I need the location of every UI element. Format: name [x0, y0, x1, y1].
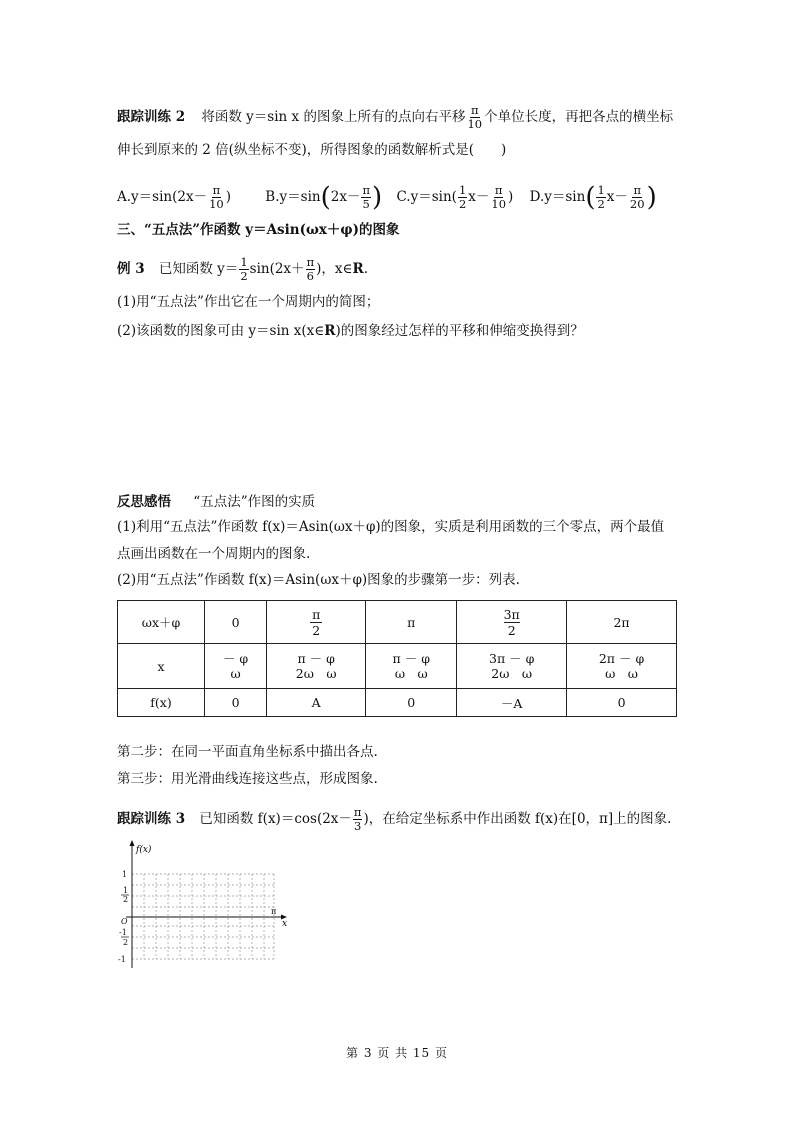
- svg-text:-1: -1: [119, 928, 127, 937]
- practice2-line2-text: 伸长到原来的 2 倍(纵坐标不变)，所得图象的函数解析式是( ): [117, 142, 507, 158]
- table-row: ωx＋φ 0 $\frac{\pi}{2}$ π $\frac{3\pi}{2}$ 2π: [118, 601, 677, 644]
- example3-q1: (1)用“五点法”作出它在一个周期内的简图；: [117, 294, 380, 310]
- reflection-title: “五点法”作图的实质: [193, 494, 316, 510]
- reflection-p1b: 点画出函数在一个周期内的图象.: [117, 546, 311, 562]
- table-row: f(x) 0 A 0 －A 0: [118, 689, 677, 717]
- svg-text:2: 2: [123, 895, 129, 904]
- reflection-label: 反思感悟: [117, 494, 171, 510]
- coef-fraction: $\frac{1}{2}$: [240, 255, 248, 283]
- table-row: x － φ ω π － φ 2ω ω π － φ ω ω 3π － φ 2ω ω 2π － φ ω ω: [118, 644, 677, 689]
- svg-text:1: 1: [123, 886, 129, 895]
- shift-fraction: $\frac{\pi}{10}$: [467, 103, 483, 131]
- phase-fraction: $\frac{\pi}{6}$: [306, 255, 315, 283]
- y-tick-1: 1: [122, 870, 128, 879]
- section3-heading: 三、“五点法”作函数 y＝Asin(ωx＋φ)的图象: [117, 222, 400, 238]
- practice2-options: [117, 184, 657, 211]
- x-tick-pi: π: [271, 907, 277, 916]
- option-d: D.y＝sin( $\frac{1}{2}$ x－ $\frac{\pi}{20}$ ): [529, 182, 657, 213]
- y-tick-minus1: -1: [118, 955, 126, 964]
- svg-text:2: 2: [123, 938, 129, 947]
- reflection-p1a: (1)利用“五点法”作函数 f(x)＝Asin(ωx＋φ)的图象，实质是利用函数的三个零点，两个最值: [117, 519, 665, 535]
- option-b: B.y＝sin(2x－ $\frac{\pi}{5}$ ): [265, 182, 383, 213]
- step3: 第三步：用光滑曲线连接这些点，形成图象.: [117, 771, 378, 787]
- practice2-text-a: 将函数 y＝sin x 的图象上所有的点向右平移: [201, 109, 466, 125]
- page-footer: 第 3 页 共 15 页: [346, 1046, 448, 1060]
- x-axis-label: x: [282, 919, 288, 929]
- origin-label: O: [121, 917, 128, 926]
- option-c: C.y＝sin( $\frac{1}{2}$ x－ $\frac{\pi}{10}$ ): [396, 183, 514, 211]
- practice2-line1: [117, 104, 673, 131]
- practice3-label: 跟踪训练 3: [117, 811, 186, 827]
- step2: 第二步：在同一平面直角坐标系中描出各点.: [117, 744, 378, 760]
- reflection-title-line: [117, 493, 315, 511]
- example3-q2: (2)该函数的图象可由 y＝sin x(x∈R)的图象经过怎样的平移和伸缩变换得到？: [117, 323, 584, 339]
- reflection-p2: (2)用“五点法”作函数 f(x)＝Asin(ωx＋φ)图象的步骤第一步：列表.: [117, 572, 520, 588]
- practice3-line: 跟踪训练 3 已知函数 f(x)＝cos(2x－ $\frac{\pi}{3}$ )，在给定坐标系中作出函数 f(x)在[0，π]上的图象.: [117, 805, 672, 833]
- y-axis-arrow: [130, 840, 135, 846]
- practice2-text-b: 个单位长度，再把各点的横坐标: [484, 109, 674, 125]
- example3-label: 例 3: [117, 261, 145, 277]
- five-point-table: [117, 600, 677, 717]
- practice2-line2: [117, 141, 506, 159]
- example3-line: 例 3 已知函数 y＝ $\frac{1}{2}$ sin(2x＋ $\frac{\pi}{6}$ )，x∈R.: [117, 255, 369, 283]
- practice3-fraction: $\frac{\pi}{3}$: [353, 805, 362, 833]
- practice2-label: 跟踪训练 2: [117, 109, 186, 125]
- option-a: A.y＝sin(2x－ $\frac{\pi}{10}$ ): [117, 183, 231, 211]
- coordinate-grid: [112, 838, 302, 978]
- y-axis-label: f(x): [136, 845, 152, 855]
